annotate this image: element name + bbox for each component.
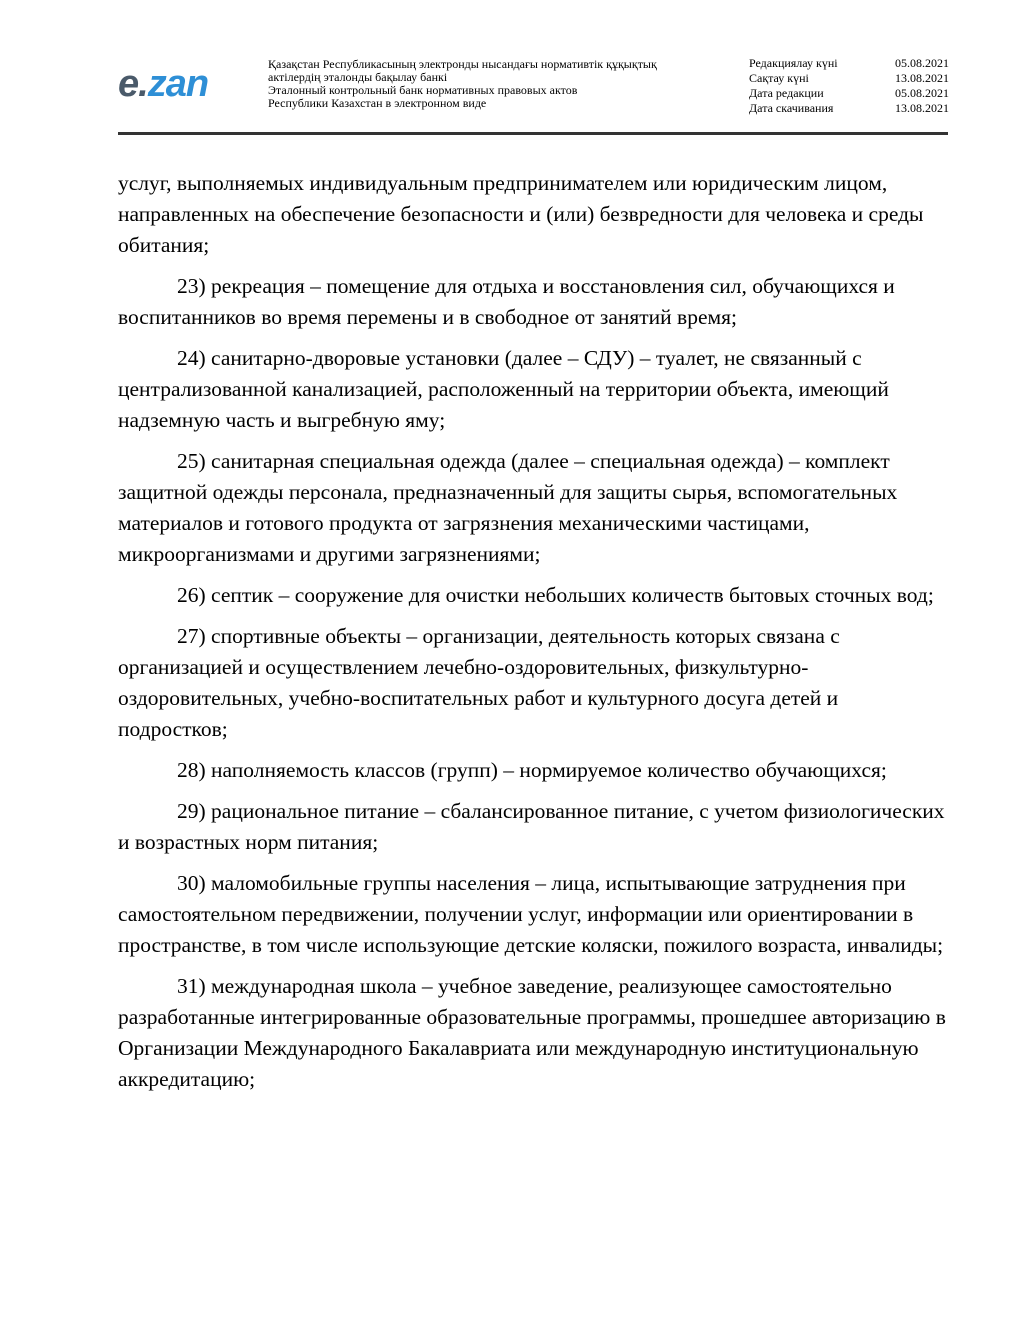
paragraph-31: 31) международная школа – учебное заведение, реализующее самостоятельно разработанные интегрированные образовательные программы, прошедшее авторизацию в Организации Международного Бакалавриата или международную институциональную аккредитацию; xyxy=(118,974,946,1091)
meta-value: 05.08.2021 xyxy=(895,56,949,70)
meta-row-edit-date-ru xyxy=(749,86,949,101)
meta-value: 13.08.2021 xyxy=(895,71,949,85)
header-description xyxy=(268,58,718,110)
header-divider xyxy=(118,132,948,135)
meta-label: Дата редакции xyxy=(749,86,824,100)
header-line-4: Республики Казахстан в электронном виде xyxy=(268,96,487,110)
paragraph-continuation: услуг, выполняемых индивидуальным предпринимателем или юридическим лицом, направленных на обеспечение безопасности и (или) безвредности для человека и среды обитания; xyxy=(118,171,924,257)
meta-value: 13.08.2021 xyxy=(895,101,949,115)
paragraph-28: 28) наполняемость классов (групп) – нормируемое количество обучающихся; xyxy=(177,758,887,782)
paragraph-23: 23) рекреация – помещение для отдыха и восстановления сил, обучающихся и воспитанников во время перемены и в свободное от занятий время; xyxy=(118,274,895,329)
meta-label: Дата скачивания xyxy=(749,101,834,115)
paragraph-25: 25) санитарная специальная одежда (далее – специальная одежда) – комплект защитной одежды персонала, предназначенный для защиты сырья, вспомогательных материалов и готового продукта от загрязнения механическими частицами, микроорганизмами и другими загрязнениями; xyxy=(118,449,898,566)
header-meta xyxy=(749,56,949,116)
meta-label: Сақтау күні xyxy=(749,71,809,85)
paragraph-27: 27) спортивные объекты – организации, деятельность которых связана с организацией и осуществлением лечебно-оздоровительных, физкультурно-оздоровительных, учебно-воспитательных работ и культурного досуга детей и подростков; xyxy=(118,624,840,741)
ezan-logo xyxy=(118,64,243,104)
header-line-1: Қазақстан Республикасының электронды нысандағы нормативтік құқықтық xyxy=(268,57,657,71)
meta-row-save-date-kz xyxy=(749,71,949,86)
paragraph-29: 29) рациональное питание – сбалансированное питание, с учетом физиологических и возрастных норм питания; xyxy=(118,799,945,854)
paragraph-30: 30) маломобильные группы населения – лица, испытывающие затруднения при самостоятельном передвижении, получении услуг, информации или ориентировании в пространстве, в том числе использующие детские коляски, пожилого возраста, инвалиды; xyxy=(118,871,944,957)
logo-e: e xyxy=(118,63,139,105)
logo-zan: zan xyxy=(147,63,209,105)
paragraph-24: 24) санитарно-дворовые установки (далее – СДУ) – туалет, не связанный с централизованной канализацией, расположенный на территории объекта, имеющий надземную часть и выгребную яму; xyxy=(118,346,889,432)
logo-dot: . xyxy=(138,63,148,105)
document-body xyxy=(118,168,948,1105)
header-line-3: Эталонный контрольный банк нормативных правовых актов xyxy=(268,83,578,97)
document-header xyxy=(118,52,948,132)
meta-row-download-date-ru xyxy=(749,101,949,116)
meta-value: 05.08.2021 xyxy=(895,86,949,100)
header-line-2: актілердің эталонды бақылау банкі xyxy=(268,70,448,84)
meta-label: Редакциялау күні xyxy=(749,56,838,70)
meta-row-edit-date-kz xyxy=(749,56,949,71)
paragraph-26: 26) септик – сооружение для очистки небольших количеств бытовых сточных вод; xyxy=(177,583,934,607)
